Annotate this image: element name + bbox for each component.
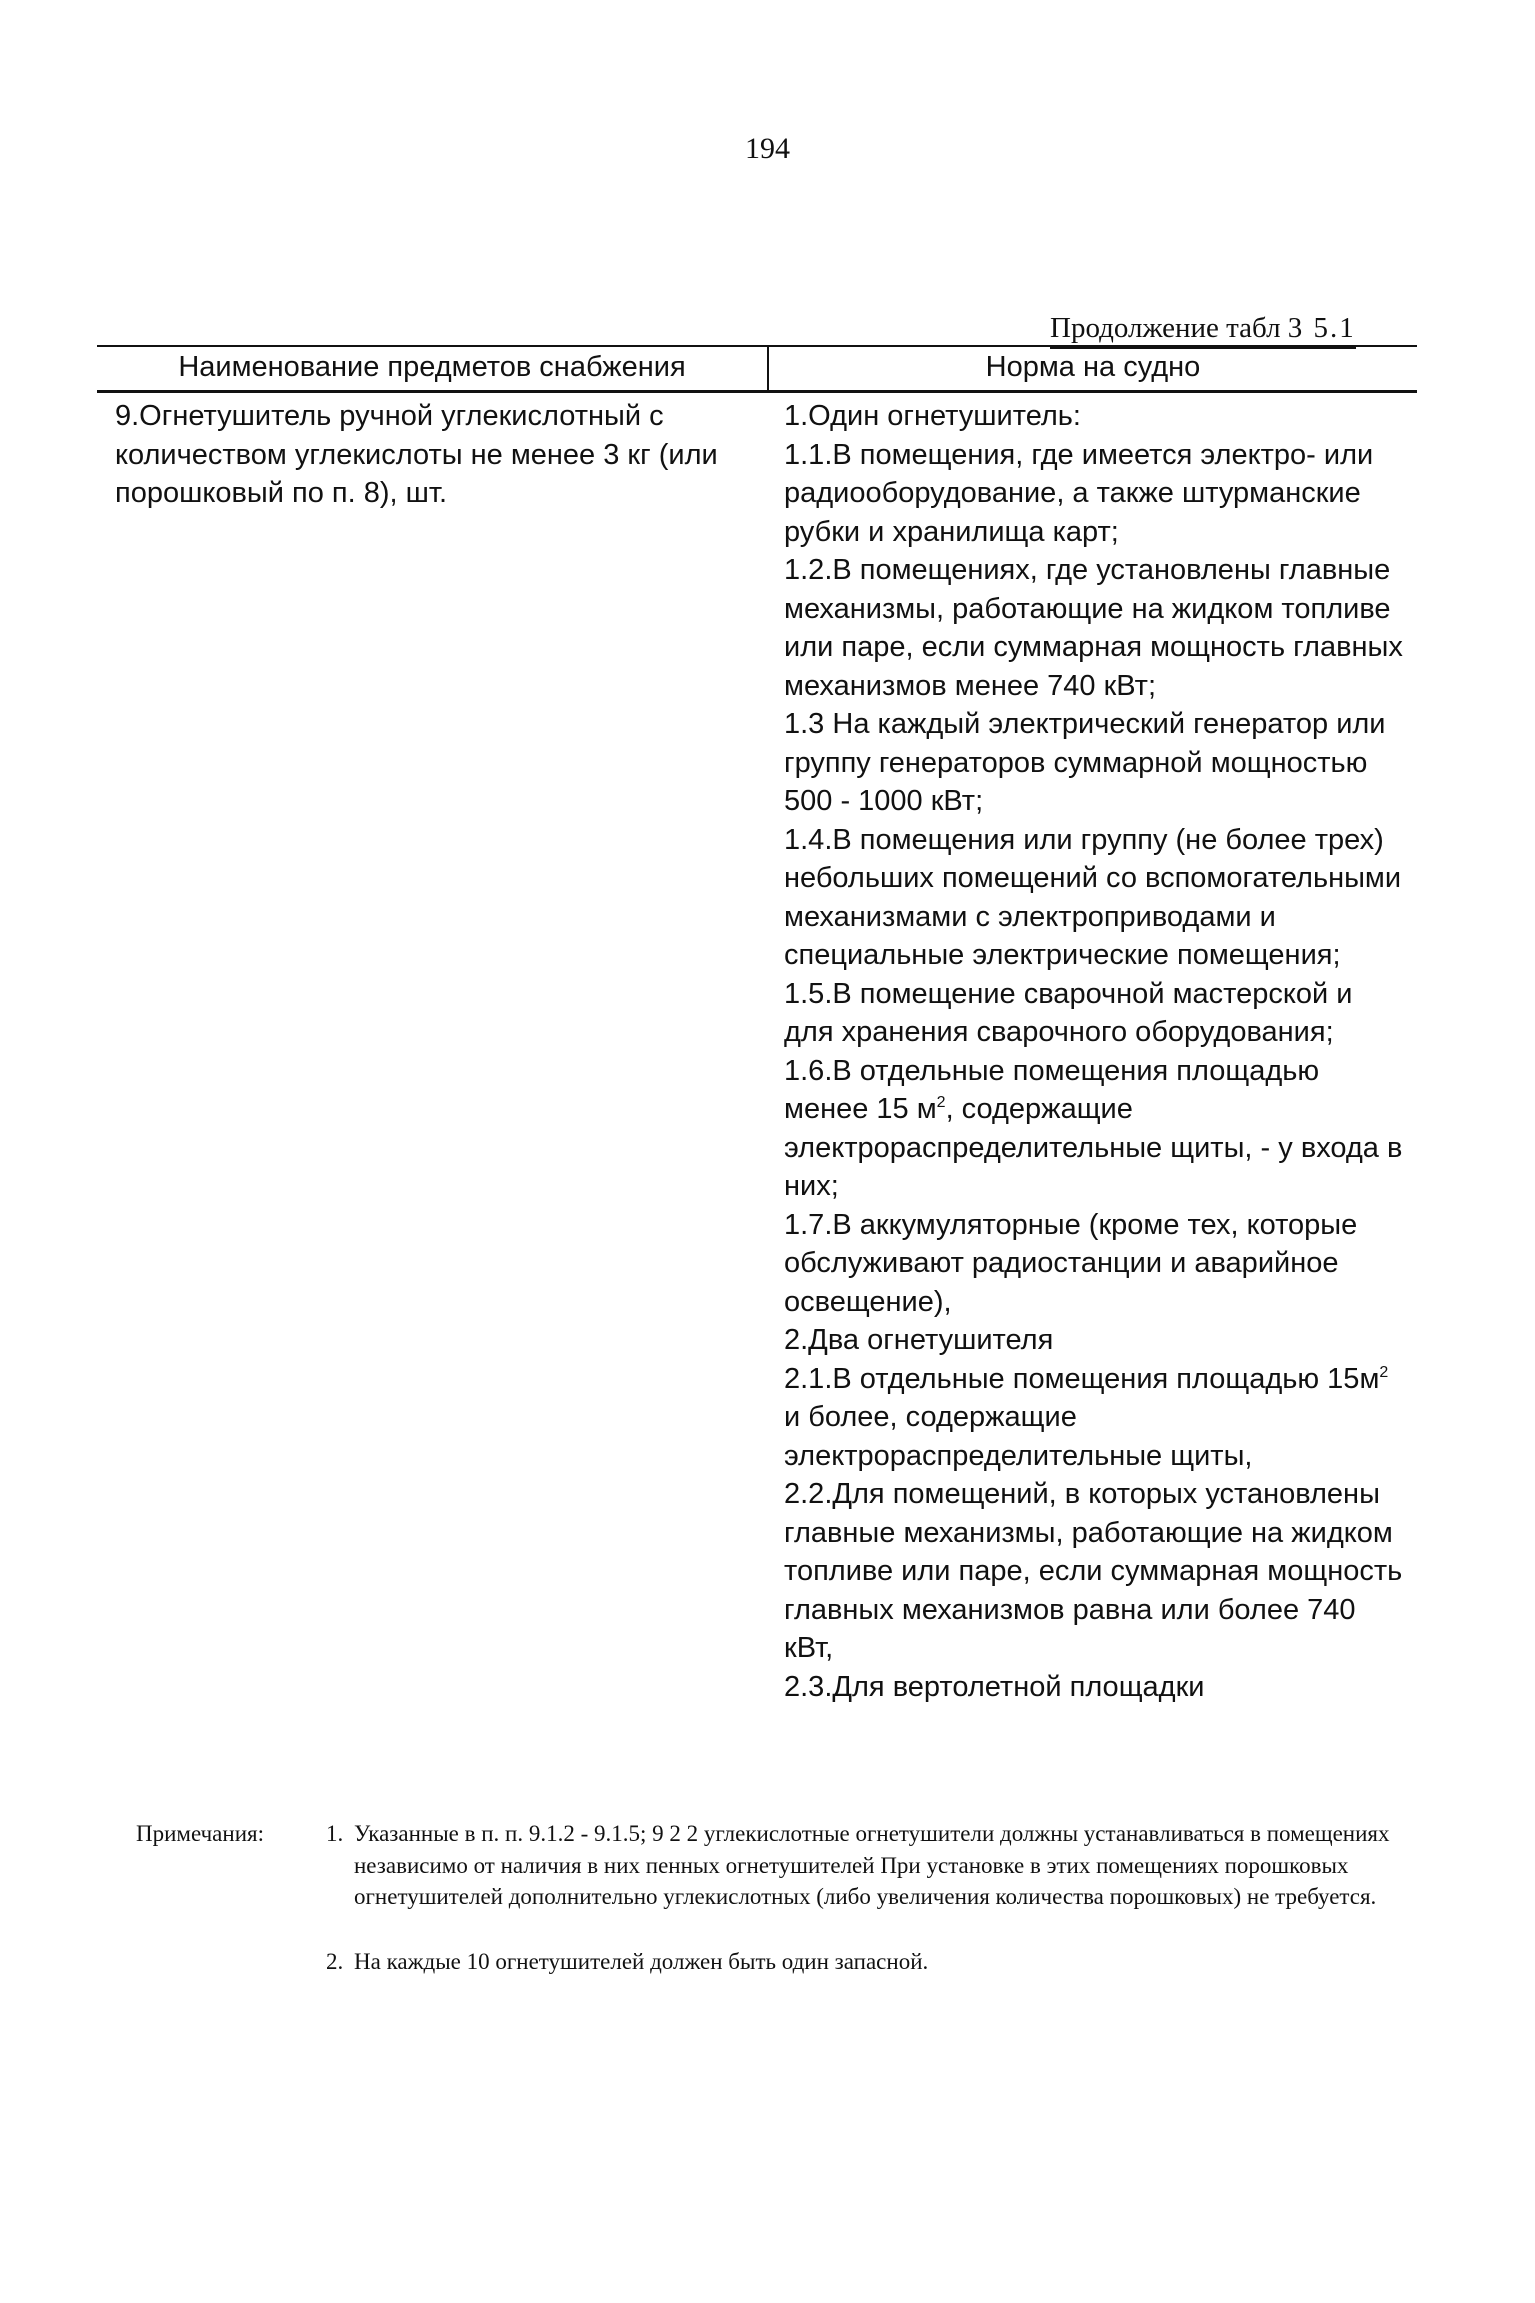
norm-line: 1.Один огнетушитель:: [784, 400, 1081, 432]
norm-text: , содержащие электрораспределительные щиты, - у входа в них;: [784, 1093, 1403, 1202]
superscript-square: 2: [936, 1094, 946, 1111]
note-item: [326, 1818, 1426, 1913]
notes-label: Примечания:: [136, 1821, 264, 1846]
header-norm-per-vessel: Норма на судно: [768, 346, 1417, 392]
table-continuation-label: [1050, 312, 1356, 349]
norm-line: 1.2.В помещениях, где установлены главные механизмы, работающие на жидком топливе или паре, если суммарная мощность главных механизмов менее 740 кВт;: [784, 554, 1403, 702]
supply-table: [97, 345, 1417, 1706]
norm-line: [784, 1052, 1409, 1206]
norm-line: [784, 1360, 1409, 1476]
note-number: 1.: [326, 1821, 344, 1846]
page-number: 194: [745, 132, 790, 165]
norm-line: 1.3 На каждый электрический генератор или группу генераторов суммарной мощностью 500 - 1000 кВт;: [784, 708, 1386, 817]
norm-text: 2.1.В отдельные помещения площадью 15м: [784, 1362, 1380, 1395]
norm-line: 2.2.Для помещений, в которых установлены главные механизмы, работающие на жидком топливе или паре, если суммарная мощность главных механизмов равна или более 740 кВт,: [784, 1478, 1403, 1664]
note-number: 2.: [326, 1949, 344, 1974]
norm-line: 1.1.В помещения, где имеется электро- или радиооборудование, а также штурманские рубки и хранилища карт;: [784, 438, 1374, 548]
note-text: На каждые 10 огнетушителей должен быть один запасной.: [354, 1949, 929, 1974]
norm-line: 1.4.В помещения или группу (не более трех) небольших помещений со вспомогательными механизмами с электроприводами и специальные электрические помещения;: [784, 823, 1402, 971]
header-supply-items: Наименование предметов снабжения: [97, 346, 768, 392]
norm-line: 2.3.Для вертолетной площадки: [784, 1670, 1205, 1703]
note-item: [326, 1946, 1426, 1978]
norm-line: 2.Два огнетушителя: [784, 1324, 1054, 1356]
norm-line: 1.7.В аккумуляторные (кроме тех, которые обслуживают радиостанции и аварийное освещение),: [784, 1208, 1358, 1318]
continuation-prefix: Продолжение табл: [1050, 312, 1281, 344]
norm-line: 1.5.В помещение сварочной мастерской и для хранения сварочного оборудования;: [784, 977, 1353, 1048]
norm-text: 1.6.В отдельные помещения площадью менее 15 м: [784, 1054, 1320, 1125]
item-name-cell: 9.Огнетушитель ручной углекислотный с количеством углекислоты не менее 3 кг (или порошковый по п. 8), шт.: [115, 400, 718, 509]
superscript-square: 2: [1379, 1363, 1389, 1381]
norm-cell: [768, 392, 1417, 1707]
table-row: [97, 392, 1417, 1707]
continuation-table-number: 3 5.1: [1287, 312, 1356, 344]
note-text: Указанные в п. п. 9.1.2 - 9.1.5; 9 2 2 углекислотные огнетушители должны устанавливаться в помещениях независимо от наличия в них пенных огнетушителей При установке в этих помещениях порошковых огнетушителей дополнительно углекислотных (либо увеличения количества порошковых) не требуется.: [354, 1821, 1390, 1909]
norm-text: и более, содержащие электрораспределительные щиты,: [784, 1401, 1253, 1472]
